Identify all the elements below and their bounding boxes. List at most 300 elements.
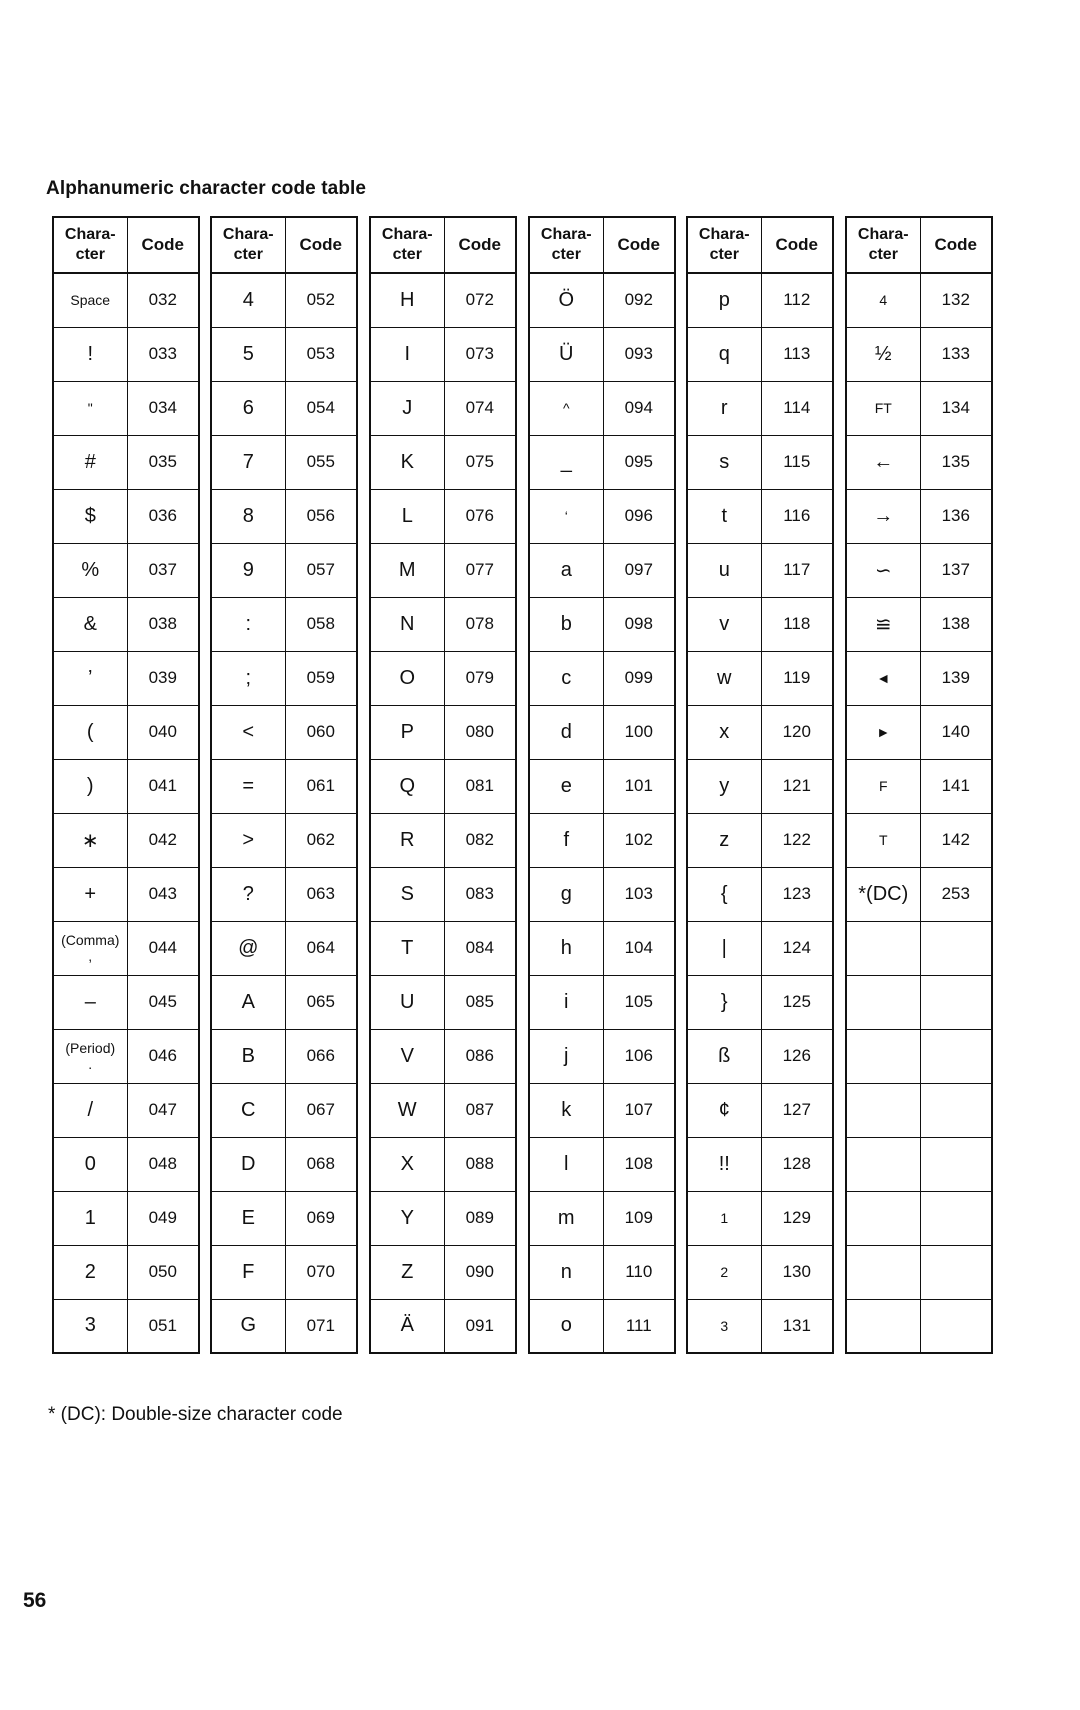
- table-row: [370, 1299, 516, 1353]
- code-cell: 078: [444, 597, 516, 651]
- table-row: [687, 1299, 833, 1353]
- table-header-row: [53, 217, 199, 273]
- table-row: [53, 975, 199, 1029]
- character-cell: !!: [687, 1137, 761, 1191]
- table-row: [370, 813, 516, 867]
- character-cell: :: [211, 597, 285, 651]
- character-cell: 5: [211, 327, 285, 381]
- table-row: [53, 273, 199, 327]
- code-cell: 072: [444, 273, 516, 327]
- code-cell: 098: [603, 597, 675, 651]
- table-row: [529, 813, 675, 867]
- code-cell: 062: [285, 813, 357, 867]
- character-cell: V: [370, 1029, 444, 1083]
- code-cell: 132: [920, 273, 992, 327]
- code-cell: 138: [920, 597, 992, 651]
- table-row: [211, 597, 357, 651]
- code-cell: 130: [761, 1245, 833, 1299]
- code-cell: [920, 975, 992, 1029]
- character-cell: ►: [846, 705, 920, 759]
- character-cell: [846, 1299, 920, 1353]
- table-row: [529, 1029, 675, 1083]
- header-character: Chara- cter: [529, 217, 603, 273]
- character-cell: F: [211, 1245, 285, 1299]
- character-cell: Q: [370, 759, 444, 813]
- code-cell: 047: [127, 1083, 199, 1137]
- character-cell: >: [211, 813, 285, 867]
- character-cell: [846, 1191, 920, 1245]
- table-row: [529, 651, 675, 705]
- code-cell: 136: [920, 489, 992, 543]
- code-cell: 056: [285, 489, 357, 543]
- table-row: [687, 327, 833, 381]
- code-cell: 088: [444, 1137, 516, 1191]
- code-cell: 127: [761, 1083, 833, 1137]
- table-row: [687, 1245, 833, 1299]
- table-row: [846, 1245, 992, 1299]
- character-cell: n: [529, 1245, 603, 1299]
- character-cell: ‘: [529, 489, 603, 543]
- character-cell: ß: [687, 1029, 761, 1083]
- table-row: [687, 975, 833, 1029]
- code-cell: 082: [444, 813, 516, 867]
- code-cell: 069: [285, 1191, 357, 1245]
- code-cell: 033: [127, 327, 199, 381]
- character-cell: P: [370, 705, 444, 759]
- header-code: Code: [444, 217, 516, 273]
- table-row: [370, 435, 516, 489]
- table-row: [211, 543, 357, 597]
- character-cell: ←: [846, 435, 920, 489]
- character-cell: b: [529, 597, 603, 651]
- character-cell: p: [687, 273, 761, 327]
- table-row: [53, 489, 199, 543]
- table-row: [846, 705, 992, 759]
- character-cell: %: [53, 543, 127, 597]
- code-cell: 090: [444, 1245, 516, 1299]
- character-cell: #: [53, 435, 127, 489]
- character-cell: F: [846, 759, 920, 813]
- code-cell: 141: [920, 759, 992, 813]
- character-cell: t: [687, 489, 761, 543]
- character-cell: E: [211, 1191, 285, 1245]
- code-cell: 122: [761, 813, 833, 867]
- character-cell: J: [370, 381, 444, 435]
- character-cell: y: [687, 759, 761, 813]
- character-cell: 1: [53, 1191, 127, 1245]
- table-row: [211, 813, 357, 867]
- code-cell: 125: [761, 975, 833, 1029]
- table-row: [53, 435, 199, 489]
- table-row: [370, 1191, 516, 1245]
- character-cell: u: [687, 543, 761, 597]
- table-row: [846, 1299, 992, 1353]
- code-cell: 105: [603, 975, 675, 1029]
- code-cell: 121: [761, 759, 833, 813]
- code-cell: 081: [444, 759, 516, 813]
- code-cell: 126: [761, 1029, 833, 1083]
- code-cell: 041: [127, 759, 199, 813]
- table-row: [370, 273, 516, 327]
- character-cell: h: [529, 921, 603, 975]
- character-cell: 8: [211, 489, 285, 543]
- character-cell: I: [370, 327, 444, 381]
- character-cell: Ö: [529, 273, 603, 327]
- code-cell: 142: [920, 813, 992, 867]
- table-row: [211, 1299, 357, 1353]
- code-cell: 092: [603, 273, 675, 327]
- table-row: [370, 543, 516, 597]
- character-cell: Space: [53, 273, 127, 327]
- character-cell: w: [687, 651, 761, 705]
- table-row: [529, 327, 675, 381]
- table-row: [687, 381, 833, 435]
- table-row: [529, 489, 675, 543]
- table-row: [211, 759, 357, 813]
- code-cell: [920, 1029, 992, 1083]
- code-cell: 129: [761, 1191, 833, 1245]
- character-cell: –: [53, 975, 127, 1029]
- character-cell: k: [529, 1083, 603, 1137]
- table-row: [846, 381, 992, 435]
- header-character: Chara- cter: [211, 217, 285, 273]
- table-row: [53, 867, 199, 921]
- character-cell: 6: [211, 381, 285, 435]
- code-cell: 134: [920, 381, 992, 435]
- character-cell: A: [211, 975, 285, 1029]
- character-cell: 7: [211, 435, 285, 489]
- code-cell: 094: [603, 381, 675, 435]
- code-cell: 049: [127, 1191, 199, 1245]
- code-cell: 091: [444, 1299, 516, 1353]
- character-cell: [846, 1245, 920, 1299]
- code-table-3: [369, 216, 517, 1354]
- table-row: [211, 1029, 357, 1083]
- code-cell: 107: [603, 1083, 675, 1137]
- code-cell: 096: [603, 489, 675, 543]
- code-cell: 093: [603, 327, 675, 381]
- table-row: [211, 1191, 357, 1245]
- table-row: [370, 705, 516, 759]
- code-cell: 103: [603, 867, 675, 921]
- table-row: [529, 381, 675, 435]
- character-cell: 1: [687, 1191, 761, 1245]
- table-row: [846, 327, 992, 381]
- code-cell: 048: [127, 1137, 199, 1191]
- code-cell: [920, 921, 992, 975]
- code-cell: 253: [920, 867, 992, 921]
- character-cell: }: [687, 975, 761, 1029]
- character-cell: d: [529, 705, 603, 759]
- code-cell: 131: [761, 1299, 833, 1353]
- code-cell: 035: [127, 435, 199, 489]
- character-cell: x: [687, 705, 761, 759]
- table-row: [370, 381, 516, 435]
- table-header-row: [687, 217, 833, 273]
- table-row: [846, 435, 992, 489]
- table-row: [529, 705, 675, 759]
- code-cell: 066: [285, 1029, 357, 1083]
- table-row: [53, 1191, 199, 1245]
- character-cell: ": [53, 381, 127, 435]
- code-cell: 057: [285, 543, 357, 597]
- table-row: [529, 597, 675, 651]
- code-cell: 097: [603, 543, 675, 597]
- code-cell: 071: [285, 1299, 357, 1353]
- character-cell: [846, 1029, 920, 1083]
- code-table-2: [210, 216, 358, 1354]
- header-code: Code: [603, 217, 675, 273]
- table-row: [529, 921, 675, 975]
- table-row: [529, 1245, 675, 1299]
- code-cell: 139: [920, 651, 992, 705]
- code-cell: 113: [761, 327, 833, 381]
- table-row: [211, 489, 357, 543]
- table-row: [53, 543, 199, 597]
- code-cell: 109: [603, 1191, 675, 1245]
- code-cell: 119: [761, 651, 833, 705]
- page-number: 56: [23, 1589, 47, 1612]
- table-row: [529, 435, 675, 489]
- character-cell: C: [211, 1083, 285, 1137]
- code-cell: 044: [127, 921, 199, 975]
- code-cell: 045: [127, 975, 199, 1029]
- table-row: [370, 327, 516, 381]
- code-cell: 074: [444, 381, 516, 435]
- code-cell: 058: [285, 597, 357, 651]
- code-cell: 111: [603, 1299, 675, 1353]
- code-cell: 055: [285, 435, 357, 489]
- code-cell: 085: [444, 975, 516, 1029]
- code-cell: 124: [761, 921, 833, 975]
- character-cell: Ü: [529, 327, 603, 381]
- table-row: [53, 1245, 199, 1299]
- table-row: [211, 1137, 357, 1191]
- table-row: [211, 975, 357, 1029]
- character-cell: B: [211, 1029, 285, 1083]
- character-cell: z: [687, 813, 761, 867]
- code-cell: 135: [920, 435, 992, 489]
- character-cell: T: [846, 813, 920, 867]
- table-row: [687, 921, 833, 975]
- header-character: Chara- cter: [53, 217, 127, 273]
- code-cell: 128: [761, 1137, 833, 1191]
- character-cell: 9: [211, 543, 285, 597]
- code-cell: 137: [920, 543, 992, 597]
- table-row: [529, 1083, 675, 1137]
- character-cell: ≌: [846, 597, 920, 651]
- table-row: [846, 1137, 992, 1191]
- code-cell: 046: [127, 1029, 199, 1083]
- table-row: [529, 867, 675, 921]
- character-cell: S: [370, 867, 444, 921]
- code-table-4: [528, 216, 676, 1354]
- table-row: [687, 1191, 833, 1245]
- character-cell: 3: [53, 1299, 127, 1353]
- character-cell: X: [370, 1137, 444, 1191]
- code-cell: [920, 1191, 992, 1245]
- character-cell: (Comma) ,: [53, 921, 127, 975]
- table-row: [211, 651, 357, 705]
- table-row: [687, 813, 833, 867]
- character-cell: ∗: [53, 813, 127, 867]
- code-cell: 080: [444, 705, 516, 759]
- character-cell: a: [529, 543, 603, 597]
- table-row: [687, 273, 833, 327]
- code-cell: 077: [444, 543, 516, 597]
- code-cell: 118: [761, 597, 833, 651]
- table-row: [53, 651, 199, 705]
- character-cell: Y: [370, 1191, 444, 1245]
- table-row: [370, 1083, 516, 1137]
- code-cell: 043: [127, 867, 199, 921]
- code-cell: 067: [285, 1083, 357, 1137]
- table-row: [846, 975, 992, 1029]
- code-cell: [920, 1137, 992, 1191]
- table-row: [370, 975, 516, 1029]
- code-cell: [920, 1083, 992, 1137]
- table-row: [370, 1137, 516, 1191]
- table-row: [846, 1083, 992, 1137]
- table-row: [529, 1299, 675, 1353]
- table-row: [211, 921, 357, 975]
- character-cell: q: [687, 327, 761, 381]
- character-cell: ;: [211, 651, 285, 705]
- table-row: [529, 975, 675, 1029]
- code-cell: 076: [444, 489, 516, 543]
- table-row: [687, 489, 833, 543]
- character-cell: |: [687, 921, 761, 975]
- table-row: [846, 543, 992, 597]
- character-cell: [846, 1137, 920, 1191]
- character-cell: 3: [687, 1299, 761, 1353]
- code-cell: 063: [285, 867, 357, 921]
- code-cell: 115: [761, 435, 833, 489]
- table-row: [370, 651, 516, 705]
- code-cell: [920, 1245, 992, 1299]
- table-row: [211, 435, 357, 489]
- table-row: [846, 921, 992, 975]
- footnote: * (DC): Double-size character code: [48, 1404, 343, 1425]
- header-character: Chara- cter: [687, 217, 761, 273]
- table-row: [846, 1029, 992, 1083]
- code-cell: 133: [920, 327, 992, 381]
- code-cell: 083: [444, 867, 516, 921]
- character-cell: !: [53, 327, 127, 381]
- character-cell: ?: [211, 867, 285, 921]
- character-cell: O: [370, 651, 444, 705]
- character-cell: &: [53, 597, 127, 651]
- table-row: [53, 327, 199, 381]
- code-cell: 117: [761, 543, 833, 597]
- code-cell: 051: [127, 1299, 199, 1353]
- table-row: [53, 759, 199, 813]
- character-cell: f: [529, 813, 603, 867]
- code-cell: 086: [444, 1029, 516, 1083]
- code-cell: 038: [127, 597, 199, 651]
- table-row: [370, 1245, 516, 1299]
- table-row: [846, 489, 992, 543]
- code-cell: 052: [285, 273, 357, 327]
- table-header-row: [370, 217, 516, 273]
- table-row: [53, 1137, 199, 1191]
- table-row: [53, 1029, 199, 1083]
- character-cell: ’: [53, 651, 127, 705]
- table-row: [211, 327, 357, 381]
- code-cell: 102: [603, 813, 675, 867]
- code-cell: 114: [761, 381, 833, 435]
- code-table-5: [686, 216, 834, 1354]
- table-header-row: [846, 217, 992, 273]
- table-row: [846, 273, 992, 327]
- table-row: [370, 921, 516, 975]
- table-row: [53, 381, 199, 435]
- table-row: [211, 705, 357, 759]
- table-row: [846, 1191, 992, 1245]
- code-cell: 099: [603, 651, 675, 705]
- character-cell: ◄: [846, 651, 920, 705]
- code-cell: 140: [920, 705, 992, 759]
- code-cell: 108: [603, 1137, 675, 1191]
- code-cell: 053: [285, 327, 357, 381]
- character-cell: [846, 1083, 920, 1137]
- table-row: [687, 597, 833, 651]
- character-cell: W: [370, 1083, 444, 1137]
- code-cell: 060: [285, 705, 357, 759]
- character-cell: ½: [846, 327, 920, 381]
- character-cell: @: [211, 921, 285, 975]
- header-code: Code: [761, 217, 833, 273]
- table-row: [53, 1083, 199, 1137]
- character-cell: FT: [846, 381, 920, 435]
- character-cell: N: [370, 597, 444, 651]
- character-cell: Ä: [370, 1299, 444, 1353]
- code-cell: 084: [444, 921, 516, 975]
- code-cell: 123: [761, 867, 833, 921]
- character-cell: {: [687, 867, 761, 921]
- character-cell: v: [687, 597, 761, 651]
- character-cell: i: [529, 975, 603, 1029]
- code-cell: 039: [127, 651, 199, 705]
- page-title: Alphanumeric character code table: [46, 178, 367, 199]
- table-row: [211, 1245, 357, 1299]
- header-character: Chara- cter: [370, 217, 444, 273]
- code-cell: 054: [285, 381, 357, 435]
- table-row: [53, 1299, 199, 1353]
- character-cell: (Period) .: [53, 1029, 127, 1083]
- code-cell: 112: [761, 273, 833, 327]
- table-row: [687, 651, 833, 705]
- table-row: [211, 273, 357, 327]
- code-cell: 075: [444, 435, 516, 489]
- table-row: [370, 597, 516, 651]
- character-cell: R: [370, 813, 444, 867]
- code-cell: 110: [603, 1245, 675, 1299]
- character-cell: m: [529, 1191, 603, 1245]
- header-code: Code: [285, 217, 357, 273]
- character-cell: $: [53, 489, 127, 543]
- character-cell: L: [370, 489, 444, 543]
- table-row: [370, 489, 516, 543]
- character-cell: U: [370, 975, 444, 1029]
- character-cell: g: [529, 867, 603, 921]
- character-cell: e: [529, 759, 603, 813]
- code-cell: 087: [444, 1083, 516, 1137]
- character-cell: /: [53, 1083, 127, 1137]
- code-cell: 120: [761, 705, 833, 759]
- code-cell: 032: [127, 273, 199, 327]
- table-row: [53, 705, 199, 759]
